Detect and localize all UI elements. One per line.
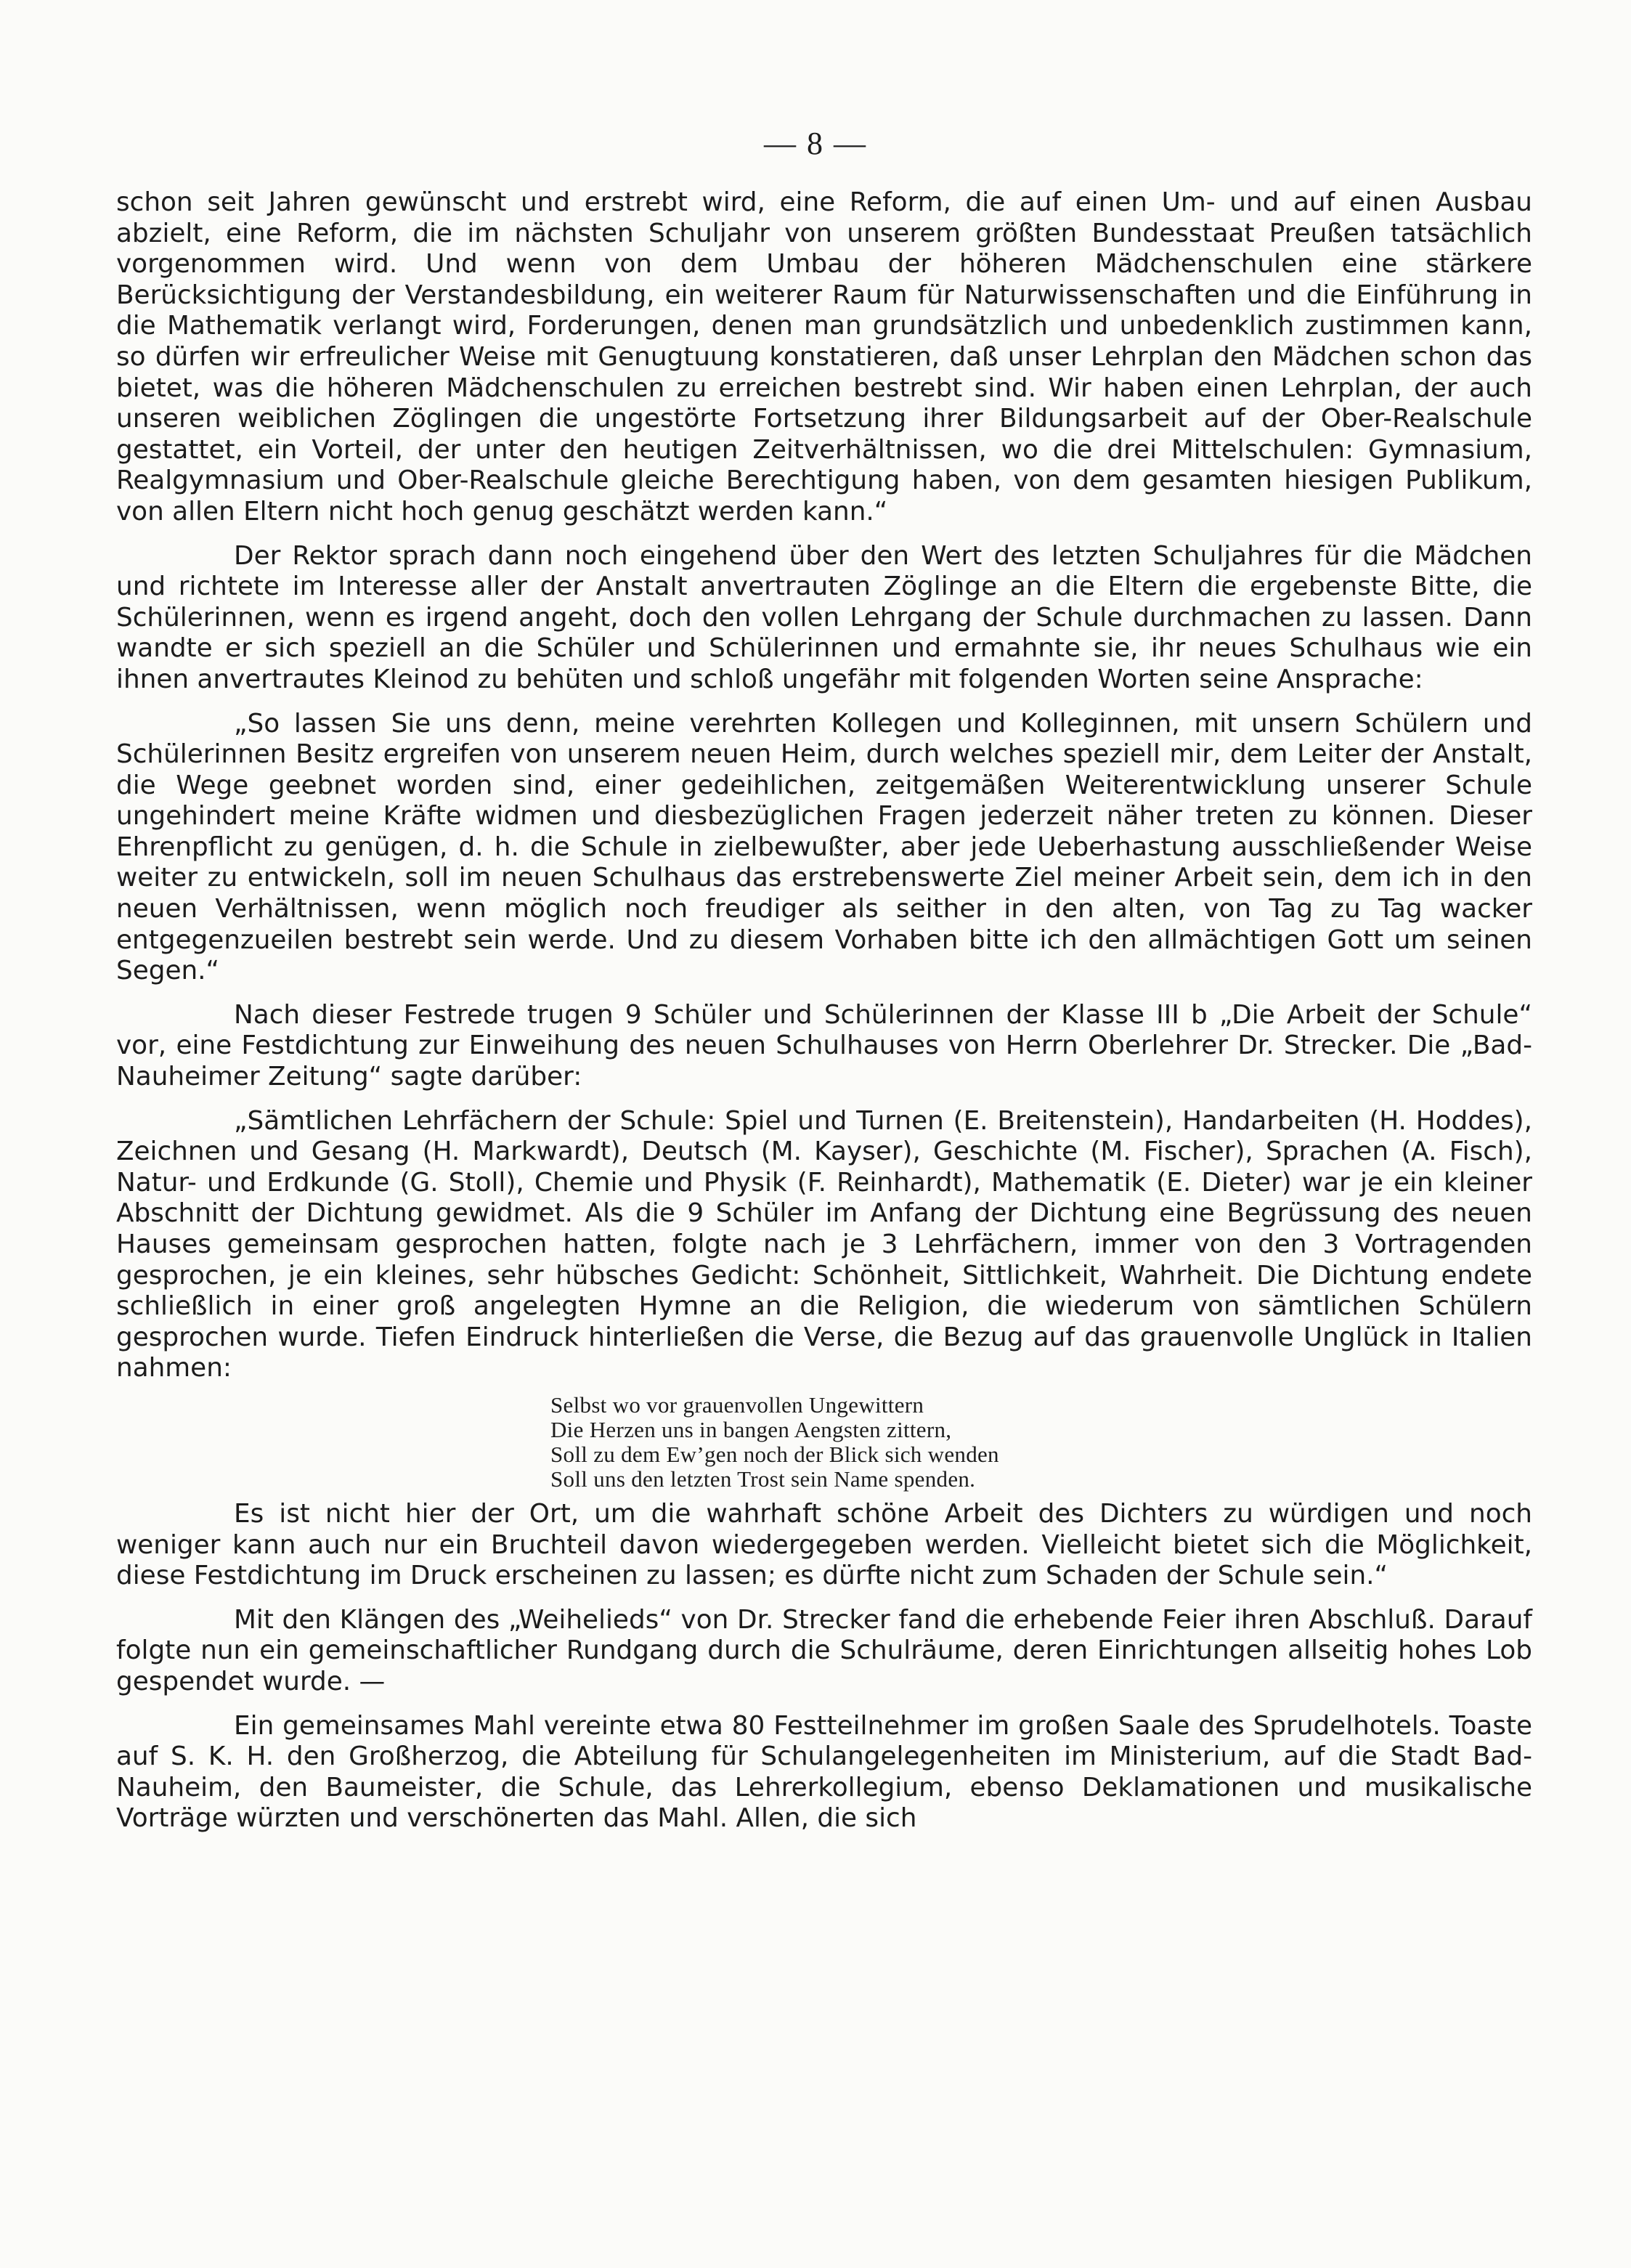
paragraph-5: „Sämtlichen Lehrfächern der Schule: Spiel und Turnen (E. Breitenstein), Handarbeiten (H. Hoddes), Zeichnen und Gesang (H. Markwardt), Deutsch (M. Kayser), Geschichte (M. Fischer), Sprachen (A. Fisch), Natur- und Erdkunde (G. Stoll), Chemie und Physik (F. Reinhardt), Mathematik (E. Dieter) war je ein kleiner Abschnitt der Dichtung gewidmet. Als die 9 Schüler im Anfang der Dichtung eine Begrüssung des neuen Hauses gemeinsam gesprochen hatten, folgte nach je 3 Lehrfächern, immer von den 3 Vortragenden gesprochen, je ein kleines, sehr hübsches Gedicht: Schönheit, Sittlichkeit, Wahrheit. Die Dichtung endete schließlich in einer groß angelegten Hymne an die Religion, die wiederum von sämtlichen Schülern gesprochen wurde. Tiefen Eindruck hinterließen die Verse, die Bezug auf das grauenvolle Unglück in Italien nahmen: <box>116 1105 1532 1383</box>
paragraph-1: schon seit Jahren gewünscht und erstrebt wird, eine Reform, die auf einen Um- und auf einen Ausbau abzielt, eine Reform, die im nächsten Schuljahr von unserem größten Bundesstaat Preußen tatsächlich vorgenommen wird. Und wenn von dem Umbau der höheren Mädchenschulen eine stärkere Berücksichtigung der Verstandesbildung, ein weiterer Raum für Naturwissenschaften und die Einführung in die Mathematik verlangt wird, Forderungen, denen man grundsätzlich und unbedenklich zustimmen kann, so dürfen wir erfreulicher Weise mit Genugtuung konstatieren, daß unser Lehrplan den Mädchen schon das bietet, was die höheren Mädchenschulen zu erreichen bestrebt sind. Wir haben einen Lehrplan, der auch unseren weiblichen Zöglingen die ungestörte Fortsetzung ihrer Bildungsarbeit auf der Ober-Realschule gestattet, ein Vorteil, der unter den heutigen Zeitverhältnissen, wo die drei Mittelschulen: Gymnasium, Realgymnasium und Ober-Realschule gleiche Berechtigung haben, von dem gesamten hiesigen Publikum, von allen Eltern nicht hoch genug geschätzt werden kann.“ <box>116 187 1532 527</box>
paragraph-4: Nach dieser Festrede trugen 9 Schüler und Schülerinnen der Klasse III b „Die Arbeit der Schule“ vor, eine Festdichtung zur Einweihung des neuen Schulhauses von Herrn Oberlehrer Dr. Strecker. Die „Bad-Nauheimer Zeitung“ sagte darüber: <box>116 999 1532 1092</box>
paragraph-3: „So lassen Sie uns denn, meine verehrten Kollegen und Kolleginnen, mit unsern Schülern und Schülerinnen Besitz ergreifen von unserem neuen Heim, durch welches speziell mir, dem Leiter der Anstalt, die Wege geebnet worden sind, einer gedeihlichen, zeitgemäßen Weiterentwicklung unserer Schule ungehindert meine Kräfte widmen und diesbezüglichen Fragen jederzeit näher treten zu können. Dieser Ehrenpflicht zu genügen, d. h. die Schule in zielbewußter, aber jede Ueberhastung ausschließender Weise weiter zu entwickeln, soll im neuen Schulhaus das erstrebenswerte Ziel meiner Arbeit sein, dem ich in den neuen Verhältnissen, wenn möglich noch freudiger als seither in den alten, von Tag zu Tag wacker entgegenzueilen bestrebt sein werde. Und zu diesem Vorhaben bitte ich den allmächtigen Gott um seinen Segen.“ <box>116 708 1532 986</box>
verse-line: Soll zu dem Ew’gen noch der Blick sich wenden <box>550 1441 999 1467</box>
paragraph-2: Der Rektor sprach dann noch eingehend über den Wert des letzten Schuljahres für die Mädchen und richtete im Interesse aller der Anstalt anvertrauten Zöglinge an die Eltern die ergebenste Bitte, die Schülerinnen, wenn es irgend angeht, doch den vollen Lehrgang der Schule durchmachen zu lassen. Dann wandte er sich speziell an die Schüler und Schülerinnen und ermahnte sie, ihr neues Schulhaus wie ein ihnen anvertrautes Kleinod zu behüten und schloß ungefähr mit folgenden Worten seine Ansprache: <box>116 540 1532 694</box>
verse-quote <box>550 1393 1532 1492</box>
page-number: — 8 — <box>764 126 867 161</box>
verse-line: Die Herzen uns in bangen Aengsten zittern, <box>550 1416 952 1442</box>
verse-line: Soll uns den letzten Trost sein Name spenden. <box>550 1466 976 1492</box>
paragraph-7: Mit den Klängen des „Weihelieds“ von Dr. Strecker fand die erhebende Feier ihren Abschluß. Darauf folgte nun ein gemeinschaftlicher Rundgang durch die Schulräume, deren Einrichtungen allseitig hohes Lob gespendet wurde. — <box>116 1604 1532 1696</box>
paragraph-6: Es ist nicht hier der Ort, um die wahrhaft schöne Arbeit des Dichters zu würdigen und noch weniger kann auch nur ein Bruchteil davon wiedergegeben werden. Vielleicht bietet sich die Möglichkeit, diese Festdichtung im Druck erscheinen zu lassen; es dürfte nicht zum Schaden der Schule sein.“ <box>116 1498 1532 1591</box>
verse-line: Selbst wo vor grauenvollen Ungewittern <box>550 1391 924 1418</box>
body-text <box>116 187 1532 1834</box>
paragraph-8: Ein gemeinsames Mahl vereinte etwa 80 Festteilnehmer im großen Saale des Sprudelhotels. Toaste auf S. K. H. den Großherzog, die Abteilung für Schulangelegenheiten im Ministerium, auf die Stadt Bad-Nauheim, den Baumeister, die Schule, das Lehrerkollegium, ebenso Deklamationen und musikalische Vorträge würzten und verschönerten das Mahl. Allen, die sich <box>116 1710 1532 1834</box>
